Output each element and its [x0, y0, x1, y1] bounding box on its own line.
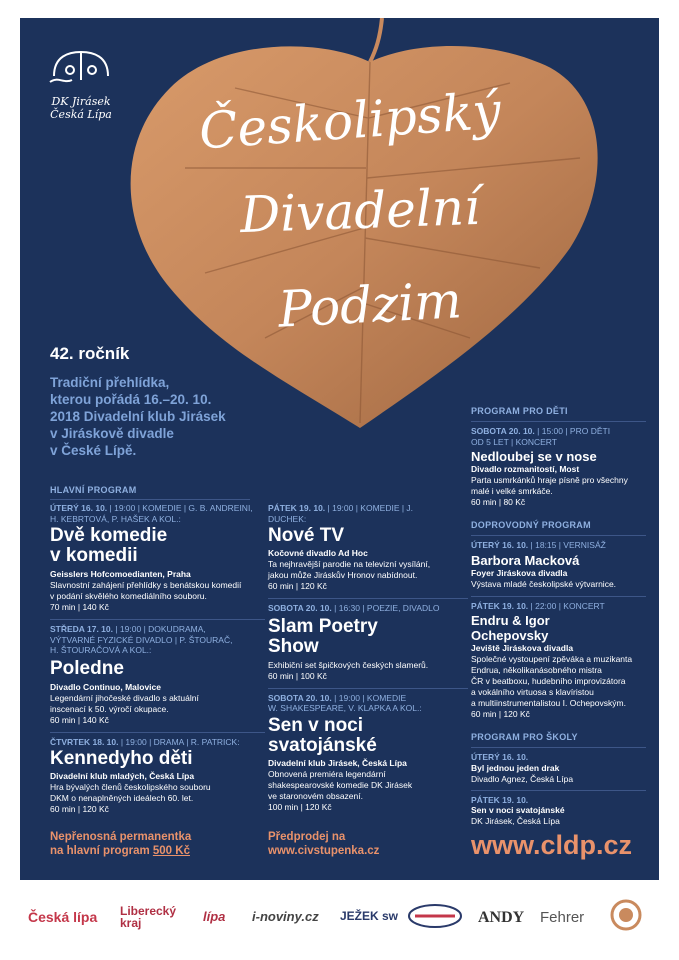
- event-title: Ochepovsky: [471, 628, 549, 643]
- event-info: 100 min | 120 Kč: [268, 801, 332, 812]
- event-title: Show: [268, 635, 319, 657]
- event-description: inscenací k 50. výročí okupace.: [50, 703, 169, 714]
- event-title: Sen v noci: [268, 714, 364, 736]
- event-block: [471, 426, 646, 508]
- event-meta: PÁTEK 19. 10.: [471, 794, 529, 805]
- edition-label: 42. ročník: [50, 344, 130, 363]
- event-description: shakespearovské komedie DK Jirásek: [268, 779, 413, 790]
- event-title: Nedloubej se v nose: [471, 449, 597, 464]
- event-block: [268, 693, 468, 813]
- divider: [50, 732, 265, 733]
- event-organizer: Foyer Jiráskova divadla: [471, 567, 568, 578]
- event-meta: STŘEDA 17. 10. | 19:00 | DOKUDRAMA,: [50, 624, 206, 634]
- divider: [471, 596, 646, 597]
- event-block: [50, 624, 265, 726]
- school-item: [471, 795, 646, 828]
- event-info: 60 min | 80 Kč: [471, 497, 526, 507]
- event-organizer: Jeviště Jiráskova divadla: [471, 643, 574, 653]
- logo-text-line1: DK Jirásek: [51, 95, 111, 108]
- event-block: [50, 737, 265, 816]
- event-title: Endru & Igor: [471, 613, 550, 628]
- sponsor-logo-fehrer: Fehrer: [540, 909, 585, 926]
- event-description: Legendární jihočeské divadlo s aktuální: [50, 692, 199, 703]
- divider: [50, 619, 265, 620]
- event-description: Parta usmrkánků hraje písně pro všechny: [471, 475, 628, 485]
- divider: [471, 535, 646, 536]
- festival-url[interactable]: www.cldp.cz: [471, 830, 633, 860]
- divider: [471, 421, 646, 422]
- intro-line: v České Lípě.: [50, 443, 137, 458]
- event-title: Dvě komedie: [50, 525, 168, 546]
- divider: [471, 747, 646, 748]
- event-meta: SOBOTA 20. 10. | 19:00 | KOMEDIE: [268, 692, 407, 703]
- logo-mask-icon: [44, 46, 118, 90]
- divider: [268, 598, 468, 599]
- event-info: 60 min | 120 Kč: [471, 709, 530, 719]
- event-organizer: Divadlo Continuo, Malovice: [50, 681, 161, 692]
- intro-text: [50, 374, 290, 459]
- title-line-3: Podzim: [276, 271, 464, 339]
- event-meta: DUCHEK:: [268, 513, 307, 524]
- event-description: malé i velké smrkáče.: [471, 486, 553, 496]
- event-info: 70 min | 140 Kč: [50, 602, 109, 612]
- event-description: Slavnostní zahájení přehlídky s benátskou komedií: [50, 580, 242, 590]
- sponsors-bar: [0, 885, 679, 960]
- event-info: 60 min | 100 Kč: [268, 670, 327, 681]
- event-title: Barbora Macková: [471, 552, 580, 568]
- event-title: Kennedyho děti: [50, 748, 193, 769]
- event-organizer: Divadelní klub Jirásek, Česká Lípa: [268, 757, 407, 768]
- divider: [50, 499, 250, 500]
- event-info: 60 min | 120 Kč: [50, 804, 109, 814]
- event-description: a vokálního virtuosa s klavíristou: [471, 687, 594, 697]
- schools-program-heading: PROGRAM PRO ŠKOLY: [471, 732, 578, 742]
- event-info: 60 min | 120 Kč: [268, 581, 327, 591]
- sponsor-logo-inoviny: i-noviny.cz: [252, 909, 319, 924]
- event-meta: W. SHAKESPEARE, V. KLAPKA A KOL.:: [268, 703, 422, 713]
- side-program-heading: DOPROVODNÝ PROGRAM: [471, 520, 591, 530]
- event-description: a multiinstrumentalistou I. Ochepovským.: [471, 698, 626, 708]
- right-column: [471, 406, 646, 827]
- event-description: Obnovená premiéra legendární: [268, 768, 386, 779]
- divider: [268, 688, 468, 689]
- event-description: jakou může Jiráskův Hronov nabídnout.: [268, 570, 418, 580]
- main-program-middle-column: [268, 503, 468, 813]
- presale-info: [268, 830, 379, 858]
- intro-line: Tradiční přehlídka,: [50, 375, 170, 390]
- main-program-heading: HLAVNÍ PROGRAM: [50, 485, 137, 495]
- event-meta: PÁTEK 19. 10. | 22:00 | KONCERT: [471, 600, 605, 611]
- event-description: Endrua, několikanásobného mistra: [471, 665, 602, 675]
- event-meta: VÝTVARNÉ FYZICKÉ DIVADLO | P. ŠTOURAČ,: [50, 634, 233, 645]
- event-description: v podání skvělého komediálního souboru.: [50, 591, 207, 601]
- event-info: 60 min | 140 Kč: [50, 714, 109, 725]
- event-meta: ČTVRTEK 18. 10. | 19:00 | DRAMA | R. PATRICK:: [50, 736, 240, 747]
- event-block: [50, 503, 265, 613]
- kids-program-heading: PROGRAM PRO DĚTI: [471, 406, 568, 416]
- presale-line: Předprodej na: [268, 831, 346, 843]
- event-meta: H. ŠTOURAČOVÁ A KOL.:: [50, 645, 152, 655]
- event-description: DKM o nenaplněných ideálech 60. let.: [50, 793, 194, 803]
- season-pass-price: 500 Kč: [152, 845, 190, 857]
- event-block: [471, 540, 646, 590]
- event-meta: SOBOTA 20. 10. | 15:00 | PRO DĚTI: [471, 426, 611, 436]
- intro-line: 2018 Divadelní klub Jirásek: [50, 409, 226, 424]
- event-meta: ÚTERÝ 16. 10. | 19:00 | KOMEDIE | G. B. ANDREINI,: [50, 503, 253, 513]
- event-block: [268, 503, 468, 592]
- event-block: [268, 603, 468, 682]
- intro-line: kterou pořádá 16.–20. 10.: [50, 392, 212, 407]
- event-description: Ta nejhravější parodie na televizní vysílání,: [268, 559, 431, 569]
- event-description: ve staronovém obsazení.: [268, 790, 363, 801]
- event-organizer: Kočovné divadlo Ad Hoc: [268, 548, 368, 558]
- event-meta: ÚTERÝ 16. 10.: [471, 752, 529, 762]
- title-line-1: Českolipský: [197, 81, 503, 161]
- sponsor-logo-jezek: JEŽEK sw: [340, 909, 399, 923]
- event-organizer: Divadlo rozmanitostí, Most: [471, 464, 580, 474]
- logo-text-line2: Česká Lípa: [50, 108, 112, 121]
- event-meta: SOBOTA 20. 10. | 16:30 | POEZIE, DIVADLO: [268, 603, 440, 613]
- sponsor-logo-ceska-lipa: Česká lípa: [28, 909, 98, 925]
- event-meta: ÚTERÝ 16. 10. | 18:15 | VERNISÁŽ: [471, 540, 606, 550]
- event-organizer: Geisslers Hofcomoedianten, Praha: [50, 569, 191, 579]
- event-description: Výstava mladé českolipské výtvarnice.: [471, 578, 617, 589]
- school-item: [471, 752, 646, 785]
- event-description: Hra bývalých členů českolipského souboru: [50, 782, 211, 792]
- presale-link[interactable]: www.civstupenka.cz: [268, 845, 380, 857]
- sponsor-logo-liberecky-kraj: Liberecký kraj: [120, 904, 177, 930]
- event-description: ČR v beatboxu, hudebního improvizátora: [471, 676, 626, 686]
- season-pass-line: Nepřenosná permanentka: [50, 831, 192, 843]
- main-program-left-column: [50, 503, 265, 815]
- divider: [471, 790, 646, 791]
- event-title: svatojánské: [268, 734, 377, 756]
- event-organizer: Divadlo Agnez, Česká Lípa: [471, 773, 574, 784]
- event-organizer: DK Jirásek, Česká Lípa: [471, 816, 560, 826]
- sponsor-logo-lipa: lípa: [203, 909, 226, 924]
- title-line-2: Divadelní: [239, 177, 481, 245]
- sponsor-logo-andy: ANDY: [478, 909, 525, 926]
- dk-jirasek-logo: [44, 46, 118, 121]
- event-title: Nové TV: [268, 525, 345, 546]
- event-title: Sen v noci svatojánské: [471, 805, 565, 815]
- event-meta: PÁTEK 19. 10. | 19:00 | KOMEDIE | J.: [268, 503, 414, 513]
- event-title: Poledne: [50, 657, 124, 679]
- event-meta: OD 5 LET | KONCERT: [471, 436, 557, 447]
- event-meta: H. KEBRTOVÁ, P. HAŠEK A KOL.:: [50, 513, 181, 524]
- sponsor-seal-icon: [610, 899, 642, 931]
- event-block: [471, 601, 646, 721]
- event-organizer: Divadelní klub mladých, Česká Lípa: [50, 771, 195, 781]
- sponsor-logo-racer-icon: [405, 901, 465, 931]
- intro-line: v Jiráskově divadle: [50, 426, 174, 441]
- event-description: Exhibiční set špičkových českých slamerů.: [268, 659, 429, 670]
- season-pass-line: na hlavní program 500 Kč: [50, 845, 190, 857]
- event-title: Byl jednou jeden drak: [471, 762, 560, 773]
- season-pass-info: [50, 830, 191, 858]
- event-title: Slam Poetry: [268, 615, 378, 637]
- event-title: v komedii: [50, 545, 138, 566]
- event-description: Společné vystoupení zpěváka a muzikanta: [471, 654, 633, 664]
- poster: [20, 18, 659, 880]
